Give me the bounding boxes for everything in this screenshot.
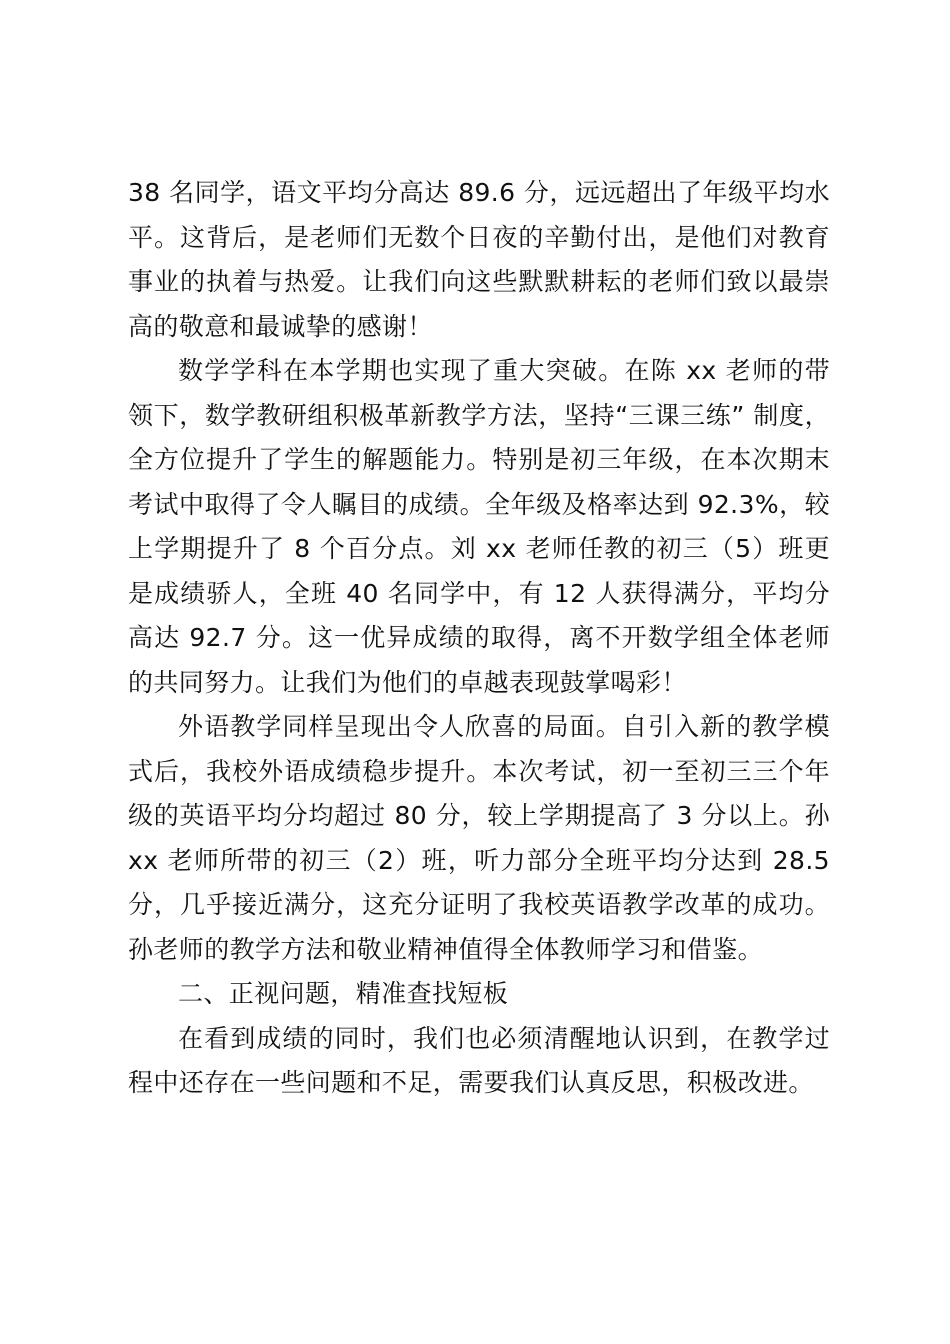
paragraph-math-results: 数学学科在本学期也实现了重大突破。在陈 xx 老师的带领下，数学教研组积极革新教学方法，坚持“三课三练” 制度，全方位提升了学生的解题能力。特别是初三年级，在本次期末考试中取得了令人瞩目的成绩。全年级及格率达到 92.3%，较上学期提升了 8 个百分点。刘 xx 老师任教的初三（5）班更是成绩骄人，全班 40 名同学中，有 12 人获得满分，平均分高达 92.7 分。这一优异成绩的取得，离不开数学组全体老师的共同努力。让我们为他们的卓越表现鼓掌喝彩！ [128,356,830,697]
paragraph-problems-intro: 在看到成绩的同时，我们也必须清醒地认识到，在教学过程中还存在一些问题和不足，需要我们认真反思，积极改进。 [128,1023,830,1097]
section-heading: 二、正视问题，精准查找短板 [178,979,509,1008]
paragraph-chinese-results: 38 名同学，语文平均分高达 89.6 分，远远超出了年级平均水平。这背后，是老师们无数个日夜的辛勤付出，是他们对教育事业的执着与热爱。让我们向这些默默耕耘的老师们致以最崇高的敬意和最诚挚的感谢！ [128,178,830,341]
paragraph-english-results: 外语教学同样呈现出令人欣喜的局面。自引入新的教学模式后，我校外语成绩稳步提升。本次考试，初一至初三三个年级的英语平均分均超过 80 分，较上学期提高了 3 分以上。孙 xx 老师所带的初三（2）班，听力部分全班平均分达到 28.5 分，几乎接近满分，这充分证明了我校英语教学改革的成功。孙老师的教学方法和敬业精神值得全体教师学习和借鉴。 [128,712,830,964]
document-body [128,171,830,1106]
